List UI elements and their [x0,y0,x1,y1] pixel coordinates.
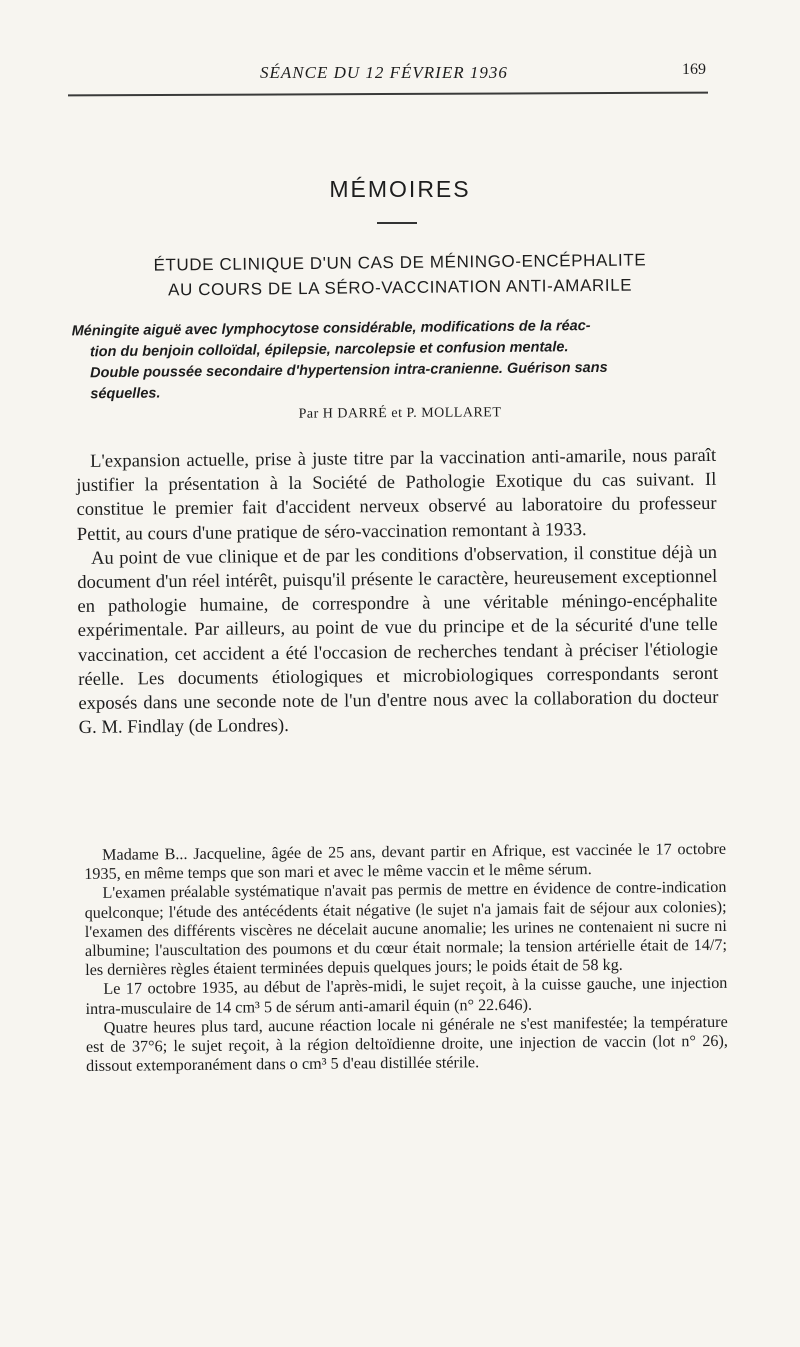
paragraph: Au point de vue clinique et de par les conditions d'observation, il constitue déjà un document d'un réel intérêt, puisqu'il présente le caractère, heureusement exceptionnel en pathologie humaine, de correspondre à une véritable méningo-encéphalite expérimentale. Par ailleurs, au point de vue du principe et de la sécurité d'une telle vaccination, cet accident a été l'occasion de recherches tendant à préciser l'étiologie réelle. Les documents étiologiques et microbiologiques correspondants seront exposés dans une seconde note de l'un d'entre nous avec la collaboration du docteur G. M. Findlay (de Londres). [77,541,719,739]
article-subtitle [72,315,728,406]
subtitle-line: séquelles. [90,385,161,403]
page-number: 169 [682,61,706,78]
running-head: SÉANCE DU 12 FÉVRIER 1936 [260,63,508,82]
header-rule [68,92,708,97]
case-paragraph: Madame B... Jacqueline, âgée de 25 ans, devant partir en Afrique, est vaccinée le 17 octobre 1935, en même temps que son mari et avec le même vaccin et le même sérum. [84,839,727,884]
case-paragraph: L'examen préalable systématique n'avait pas permis de mettre en évidence de contre-indication quelconque; l'étude des antécédents était négative (le sujet n'a jamais fait de séjour aux colonies); l'examen des différents viscères ne décelait aucune anomalie; les urines ne contenaient ni sucre ni albumine; l'auscultation des poumons et du cœur était normale; la tension artérielle était de 14/7; les dernières règles étaient terminées depuis quelques jours; le poids était de 58 kg. [84,878,728,980]
main-text [76,444,719,741]
article-title-line: ÉTUDE CLINIQUE D'UN CAS DE MÉNINGO-ENCÉPHALITE [153,250,647,275]
article-title [70,247,730,304]
byline: Par H DARRÉ et P. MOLLARET [298,405,502,422]
article-title-line: AU COURS DE LA SÉRO-VACCINATION ANTI-AMARILE [167,275,633,300]
case-paragraph: Quatre heures plus tard, aucune réaction locale ni générale ne s'est manifestée; la température est de 37°6; le sujet reçoit, à la région deltoïdienne droite, une injection de vaccin (lot n° 26), dissout extemporanément dans o cm³ 5 d'eau distillée stérile. [85,1012,728,1076]
subtitle-line: tion du benjoin colloïdal, épilepsie, narcolepsie et confusion mentale. [89,339,569,361]
section-heading: MÉMOIRES [329,176,471,202]
section-rule [377,222,417,224]
subtitle-line: Méningite aiguë avec lymphocytose considérable, modifications de la réac- [71,317,591,340]
case-report [84,840,728,1077]
paragraph: L'expansion actuelle, prise à juste titre par la vaccination anti-amarile, nous paraît justifier la présentation à la Société de Pathologie Exotique du cas suivant. Il constitue le premier fait d'accident nerveux observé au laboratoire du professeur Pettit, au cours d'une pratique de séro-vaccination remontant à 1933. [76,444,717,545]
case-paragraph: Le 17 octobre 1935, au début de l'après-midi, le sujet reçoit, à la cuisse gauche, une injection intra-musculaire de 14 cm³ 5 de sérum anti-amaril équin (n° 22.646). [85,974,728,1018]
subtitle-line: Double poussée secondaire d'hypertension intra-cranienne. Guérison sans [90,359,608,382]
